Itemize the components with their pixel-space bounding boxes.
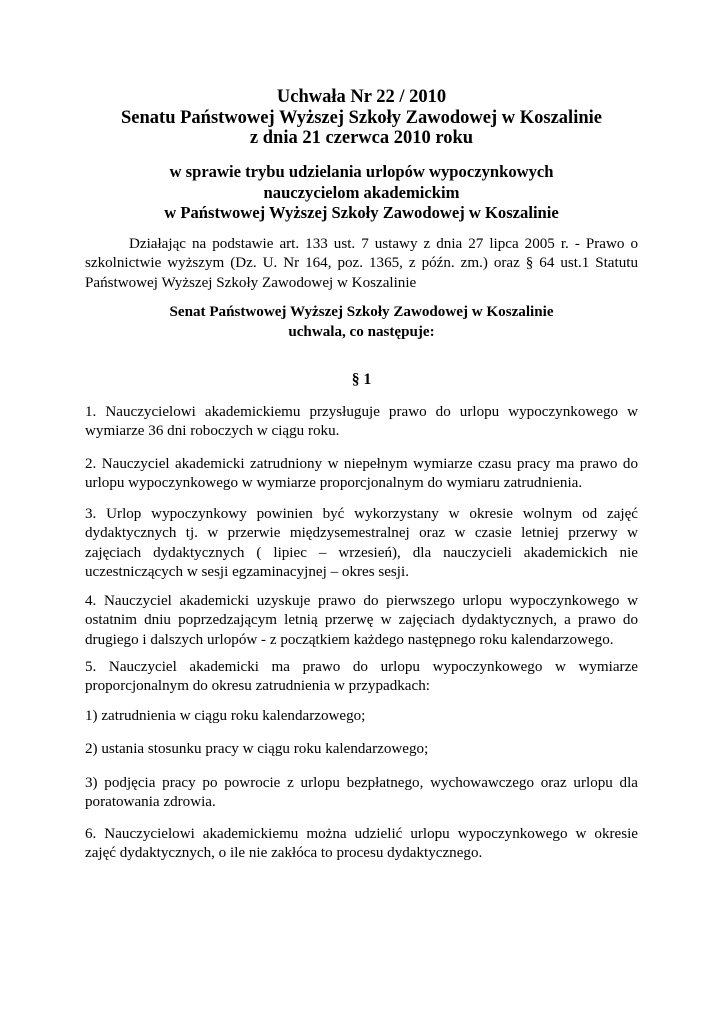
section-heading: § 1 bbox=[351, 371, 372, 388]
subject-line-3: w Państwowej Wyższej Szkoły Zawodowej w Koszalinie bbox=[164, 203, 559, 222]
subject-line-2: nauczycielom akademickim bbox=[263, 182, 460, 202]
paragraph-4: 4. Nauczyciel akademicki uzyskuje prawo do pierwszego urlopu wypoczynkowego w ostatnim dniu poprzedzającym letnią przerwę w zajęciach dydaktycznych, a prawo do drugiego i dalszych urlopów - z początkiem każdego następnego roku kalendarzowego. bbox=[85, 593, 638, 648]
resolution-line-1: Senat Państwowej Wyższej Szkoły Zawodowej w Koszalinie bbox=[169, 304, 554, 320]
resolution-line-2: uchwala, co następuje: bbox=[288, 324, 435, 340]
title-line-2: Senatu Państwowej Wyższej Szkoły Zawodowej w Koszalinie bbox=[121, 107, 602, 128]
resolution-heading bbox=[85, 302, 638, 342]
list-item-1: 1) zatrudnienia w ciągu roku kalendarzowego; bbox=[85, 708, 366, 724]
paragraph-2: 2. Nauczyciel akademicki zatrudniony w niepełnym wymiarze czasu pracy ma prawo do urlopu wypoczynkowego w wymiarze proporcjonalnym do wymiaru zatrudnienia. bbox=[85, 456, 638, 492]
list-item-3: 3) podjęcia pracy po powrocie z urlopu bezpłatnego, wychowawczego oraz urlopu dla poratowania zdrowia. bbox=[85, 775, 638, 811]
paragraph-5: 5. Nauczyciel akademicki ma prawo do urlopu wypoczynkowego w wymiarze proporcjonalnym do okresu zatrudnienia w przypadkach: bbox=[85, 659, 638, 695]
preamble-paragraph: Działając na podstawie art. 133 ust. 7 ustawy z dnia 27 lipca 2005 r. - Prawo o szkolnictwie wyższym (Dz. U. Nr 164, poz. 1365, z późn. zm.) oraz § 64 ust.1 Statutu Państwowej Wyższej Szkoły Zawodowej w Koszalinie bbox=[85, 236, 638, 291]
subject-line-1: w sprawie trybu udzielania urlopów wypoczynkowych bbox=[169, 162, 554, 181]
list-item-2: 2) ustania stosunku pracy w ciągu roku kalendarzowego; bbox=[85, 741, 429, 757]
title-line-3: z dnia 21 czerwca 2010 roku bbox=[249, 128, 474, 148]
document-title bbox=[85, 87, 638, 149]
paragraph-1: 1. Nauczycielowi akademickiemu przysługuje prawo do urlopu wypoczynkowego w wymiarze 36 dni roboczych w ciągu roku. bbox=[85, 404, 638, 440]
paragraph-6: 6. Nauczycielowi akademickiemu można udzielić urlopu wypoczynkowego w okresie zajęć dydaktycznych, o ile nie zakłóca to procesu dydaktycznego. bbox=[85, 826, 638, 862]
title-line-1: Uchwała Nr 22 / 2010 bbox=[276, 87, 447, 107]
paragraph-3: 3. Urlop wypoczynkowy powinien być wykorzystany w okresie wolnym od zajęć dydaktycznych tj. w przerwie międzysemestralnej oraz w czasie letniej przerwy w zajęciach dydaktycznych ( lipiec – wrzesień), dla nauczycieli akademickich nie uczestniczących w sesji egzaminacyjnej – okres sesji. bbox=[85, 506, 638, 580]
document-subject bbox=[85, 162, 638, 224]
